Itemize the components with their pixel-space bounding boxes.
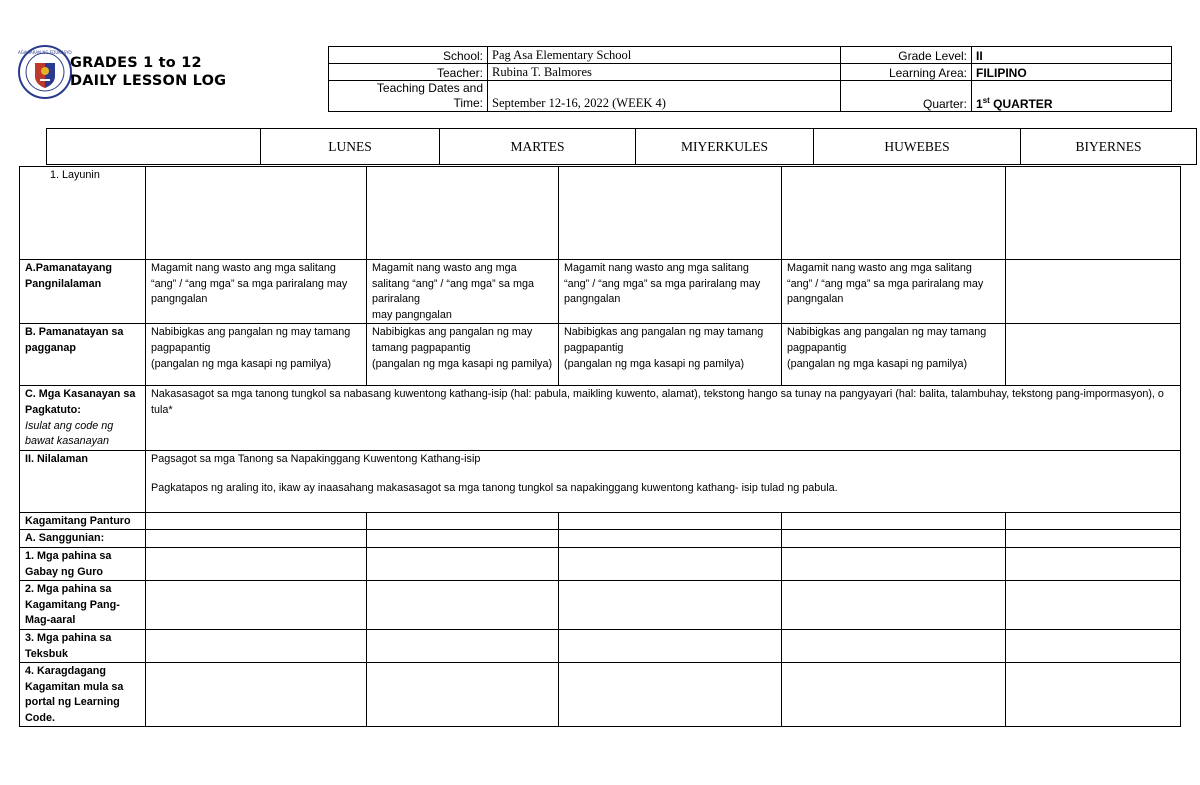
cell-empty bbox=[146, 167, 367, 260]
cell-empty bbox=[1006, 629, 1181, 662]
quarter-label: Quarter: bbox=[841, 81, 972, 112]
learning-area-value: FILIPINO bbox=[972, 64, 1172, 81]
cell-empty bbox=[146, 581, 367, 630]
day-header-table bbox=[46, 128, 1197, 165]
quarter-suffix: st bbox=[982, 96, 990, 105]
row-label-kagamitang-panturo: Kagamitang Panturo bbox=[20, 512, 146, 530]
cell-empty bbox=[1006, 167, 1181, 260]
day-miyerkules: MIYERKULES bbox=[636, 129, 814, 165]
row-label-layunin: 1. Layunin bbox=[20, 167, 146, 260]
deped-seal-logo bbox=[18, 45, 72, 99]
cell-empty bbox=[782, 512, 1006, 530]
table-row-pamantayang-pangnilalaman bbox=[20, 260, 1181, 324]
table-row-gabay-ng-guro bbox=[20, 547, 1181, 580]
teaching-dates-label-line1: Teaching Dates and bbox=[376, 81, 483, 95]
cell-martes-performance-standard: Nabibigkas ang pangalan ng may tamang pagpapantig (pangalan ng mga kasapi ng pamilya) bbox=[367, 324, 559, 386]
cell-huwebes-performance-standard: Nabibigkas ang pangalan ng may tamang pagpapantig (pangalan ng mga kasapi ng pamilya) bbox=[782, 324, 1006, 386]
table-row-karagdagang-kagamitan bbox=[20, 663, 1181, 727]
table-row-mga-kasanayan bbox=[20, 386, 1181, 450]
cell-empty bbox=[367, 512, 559, 530]
cell-empty bbox=[559, 530, 782, 548]
svg-text:KAGAWARAN NG EDUKASYON: KAGAWARAN NG EDUKASYON bbox=[18, 50, 72, 55]
cell-empty bbox=[782, 167, 1006, 260]
teaching-dates-label bbox=[329, 81, 488, 112]
table-row-nilalaman bbox=[20, 450, 1181, 512]
grade-level-label: Grade Level: bbox=[841, 47, 972, 64]
cell-nilalaman bbox=[146, 450, 1181, 512]
table-row-sanggunian bbox=[20, 530, 1181, 548]
teaching-dates-label-line2: Time: bbox=[453, 96, 483, 110]
grade-level-value: II bbox=[972, 47, 1172, 64]
row-label-teksbuk: 3. Mga pahina sa Teksbuk bbox=[20, 629, 146, 662]
table-row-layunin bbox=[20, 167, 1181, 260]
cell-empty bbox=[782, 629, 1006, 662]
cell-empty bbox=[367, 663, 559, 727]
seal-icon bbox=[18, 45, 72, 99]
cell-empty bbox=[1006, 512, 1181, 530]
cell-empty bbox=[146, 512, 367, 530]
cell-lunes-performance-standard: Nabibigkas ang pangalan ng may tamang pagpapantig (pangalan ng mga kasapi ng pamilya) bbox=[146, 324, 367, 386]
nilalaman-objective: Pagkatapos ng araling ito, ikaw ay inaasahang makasasagot sa mga tanong tungkol sa napakinggang kuwentong kathang- isip tulad ng pabula. bbox=[151, 482, 838, 495]
row-label-nilalaman: II. Nilalaman bbox=[20, 450, 146, 512]
nilalaman-topic: Pagsagot sa mga Tanong sa Napakinggang Kuwentong Kathang-isip bbox=[151, 452, 481, 465]
cell-lunes-content-standard: Magamit nang wasto ang mga salitang “ang” / “ang mga” sa mga pariralang may pangngalan bbox=[146, 260, 367, 324]
row-label-karagdagang-kagamitan: 4. Karagdagang Kagamitan mula sa portal ng Learning Code. bbox=[20, 663, 146, 727]
title-line-2: DAILY LESSON LOG bbox=[70, 73, 227, 89]
cell-empty bbox=[367, 530, 559, 548]
cell-martes-content-standard: Magamit nang wasto ang mga salitang “ang” / “ang mga” sa mga pariralang may pangngalan bbox=[367, 260, 559, 324]
quarter-word: QUARTER bbox=[989, 97, 1053, 111]
row-label-kagamitang-pang-mag-aaral: 2. Mga pahina sa Kagamitang Pang-Mag-aaral bbox=[20, 581, 146, 630]
cell-miyerkules-content-standard: Magamit nang wasto ang mga salitang “ang” / “ang mga” sa mga pariralang may pangngalan bbox=[559, 260, 782, 324]
learning-area-label: Learning Area: bbox=[841, 64, 972, 81]
mga-kasanayan-label: C. Mga Kasanayan sa Pagkatuto: bbox=[25, 388, 136, 416]
teacher-value: Rubina T. Balmores bbox=[488, 64, 841, 81]
cell-empty bbox=[559, 167, 782, 260]
cell-empty bbox=[146, 547, 367, 580]
cell-empty bbox=[146, 629, 367, 662]
row-label-pamantayan-sa-pagganap: B. Pamanatayan sa pagganap bbox=[20, 324, 146, 386]
teaching-dates-value: September 12-16, 2022 (WEEK 4) bbox=[488, 81, 841, 112]
table-row-pamantayan-sa-pagganap bbox=[20, 324, 1181, 386]
row-label-sanggunian: A. Sanggunian: bbox=[20, 530, 146, 548]
cell-empty bbox=[559, 663, 782, 727]
quarter-value bbox=[972, 81, 1172, 112]
cell-empty bbox=[1006, 324, 1181, 386]
cell-empty bbox=[1006, 547, 1181, 580]
cell-empty bbox=[782, 663, 1006, 727]
row-label-pamantayang-pangnilalaman: A.Pamanatayang Pangnilalaman bbox=[20, 260, 146, 324]
day-martes: MARTES bbox=[440, 129, 636, 165]
row-label-gabay-ng-guro: 1. Mga pahina sa Gabay ng Guro bbox=[20, 547, 146, 580]
table-row-kagamitang-pang-mag-aaral bbox=[20, 581, 1181, 630]
cell-empty bbox=[146, 663, 367, 727]
cell-huwebes-content-standard: Magamit nang wasto ang mga salitang “ang” / “ang mga” sa mga pariralang may pangngalan bbox=[782, 260, 1006, 324]
cell-empty bbox=[146, 530, 367, 548]
cell-empty bbox=[1006, 581, 1181, 630]
teacher-label: Teacher: bbox=[329, 64, 488, 81]
cell-empty bbox=[1006, 530, 1181, 548]
day-huwebes: HUWEBES bbox=[814, 129, 1021, 165]
table-row-teksbuk bbox=[20, 629, 1181, 662]
cell-empty bbox=[559, 581, 782, 630]
cell-empty bbox=[1006, 260, 1181, 324]
cell-empty bbox=[1006, 663, 1181, 727]
school-value: Pag Asa Elementary School bbox=[488, 47, 841, 64]
row-label-mga-kasanayan bbox=[20, 386, 146, 450]
cell-empty bbox=[559, 512, 782, 530]
cell-empty bbox=[559, 547, 782, 580]
cell-learning-competencies: Nakasasagot sa mga tanong tungkol sa nabasang kuwentong kathang-isip (hal: pabula, maikling kuwento, alamat), tekstong hango sa tunay na pangyayari (hal: balita, talambuhay, tekstong pang-impormasyon), o tula* bbox=[146, 386, 1181, 450]
lesson-log-table bbox=[19, 166, 1181, 727]
cell-empty bbox=[367, 167, 559, 260]
day-biyernes: BIYERNES bbox=[1021, 129, 1197, 165]
cell-miyerkules-performance-standard: Nabibigkas ang pangalan ng may tamang pagpapantig (pangalan ng mga kasapi ng pamilya) bbox=[559, 324, 782, 386]
day-header-blank bbox=[47, 129, 261, 165]
cell-empty bbox=[367, 547, 559, 580]
cell-empty bbox=[782, 547, 1006, 580]
day-lunes: LUNES bbox=[261, 129, 440, 165]
school-label: School: bbox=[329, 47, 488, 64]
cell-empty bbox=[782, 581, 1006, 630]
cell-empty bbox=[367, 581, 559, 630]
table-row-kagamitang-panturo bbox=[20, 512, 1181, 530]
quarter-number: 1 bbox=[976, 97, 983, 111]
title-line-1: GRADES 1 to 12 bbox=[70, 55, 202, 71]
cell-empty bbox=[782, 530, 1006, 548]
cell-empty bbox=[559, 629, 782, 662]
header-info-table bbox=[328, 46, 1172, 112]
mga-kasanayan-label-italic: Isulat ang code ng bawat kasanayan bbox=[25, 419, 114, 448]
cell-empty bbox=[367, 629, 559, 662]
